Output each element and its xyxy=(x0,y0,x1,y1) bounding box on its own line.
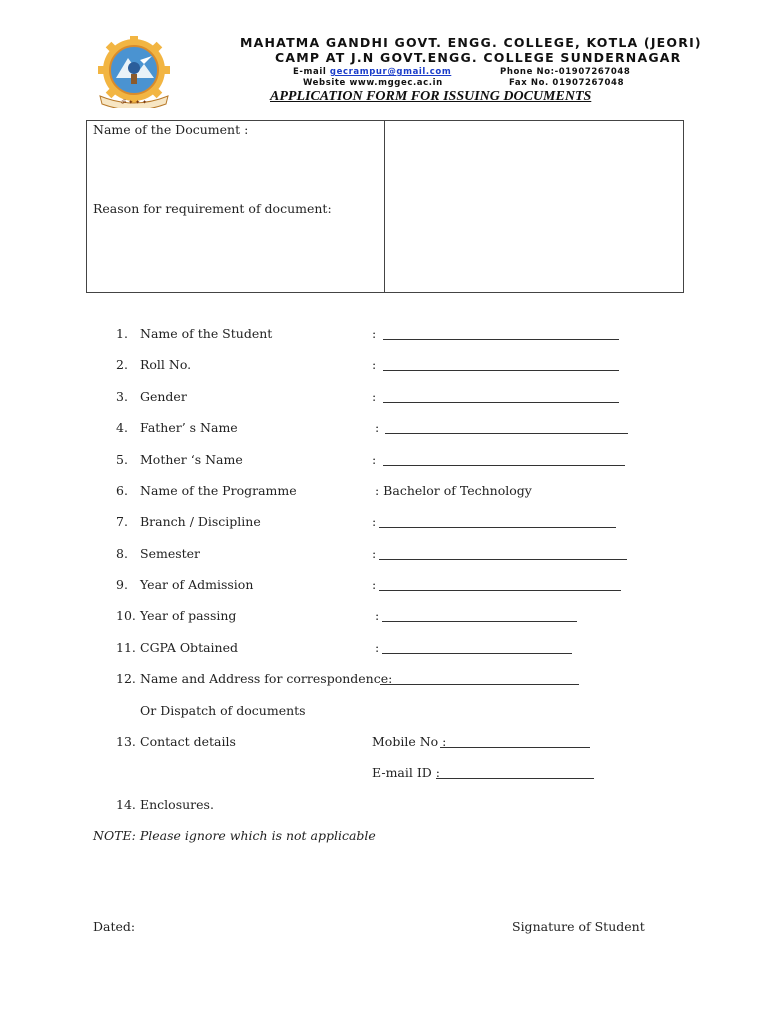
passing-year-label: Year of passing xyxy=(140,608,237,623)
student-name-label: Name of the Student xyxy=(140,326,273,341)
field-number: 11. xyxy=(116,640,136,655)
mobile-no-field[interactable] xyxy=(440,736,590,748)
student-name-colon: : xyxy=(372,326,377,341)
college-logo-icon xyxy=(96,36,172,108)
field-number: 1. xyxy=(116,326,128,341)
cgpa-field[interactable] xyxy=(382,642,572,654)
address-field[interactable] xyxy=(380,673,579,685)
field-number: 2. xyxy=(116,357,128,372)
mother-name-colon: : xyxy=(372,452,377,467)
email-id-field[interactable] xyxy=(436,767,594,779)
field-number: 3. xyxy=(116,389,128,404)
field-number: 13. xyxy=(116,734,136,749)
roll-no-colon: : xyxy=(372,357,377,372)
phone-number: Phone No:-01907267048 xyxy=(500,67,631,77)
mother-name-field[interactable] xyxy=(383,454,625,466)
admission-year-colon: : xyxy=(372,577,377,592)
semester-colon: : xyxy=(372,546,377,561)
field-number: 6. xyxy=(116,483,128,498)
website[interactable]: Website www.mggec.ac.in xyxy=(303,78,443,88)
father-name-label: Father’ s Name xyxy=(140,420,238,435)
document-box-divider xyxy=(384,120,385,293)
enclosures-label: Enclosures. xyxy=(140,797,214,812)
field-number: 8. xyxy=(116,546,128,561)
email-line xyxy=(293,67,451,77)
field-number: 4. xyxy=(116,420,128,435)
father-name-field[interactable] xyxy=(385,422,628,434)
cgpa-label: CGPA Obtained xyxy=(140,640,238,655)
fax-number: Fax No. 01907267048 xyxy=(509,78,625,88)
programme-label: Name of the Programme xyxy=(140,483,297,498)
branch-field[interactable] xyxy=(379,516,616,528)
admission-year-field[interactable] xyxy=(379,579,621,591)
contact-details-label: Contact details xyxy=(140,734,236,749)
form-title: APPLICATION FORM FOR ISSUING DOCUMENTS xyxy=(270,89,592,104)
semester-field[interactable] xyxy=(379,548,627,560)
field-number: 9. xyxy=(116,577,128,592)
gender-label: Gender xyxy=(140,389,187,404)
email-id-label: E-mail ID : xyxy=(372,765,440,780)
programme-value: : Bachelor of Technology xyxy=(375,483,532,498)
email-link[interactable]: gecrampur@gmail.com xyxy=(329,67,452,77)
field-number: 12. xyxy=(116,671,136,686)
field-number: 14. xyxy=(116,797,136,812)
semester-label: Semester xyxy=(140,546,201,561)
father-name-colon: : xyxy=(375,420,380,435)
student-name-field[interactable] xyxy=(383,328,619,340)
dispatch-label: Or Dispatch of documents xyxy=(140,703,306,718)
field-number: 10. xyxy=(116,608,136,623)
field-number: 5. xyxy=(116,452,128,467)
cgpa-colon: : xyxy=(375,640,380,655)
document-name-label: Name of the Document : xyxy=(93,122,249,137)
passing-year-field[interactable] xyxy=(382,610,577,622)
roll-no-field[interactable] xyxy=(383,359,619,371)
passing-year-colon: : xyxy=(375,608,380,623)
email-label: E-mail xyxy=(293,67,327,77)
gender-field[interactable] xyxy=(383,391,619,403)
mobile-no-label: Mobile No : xyxy=(372,734,447,749)
gender-colon: : xyxy=(372,389,377,404)
camp-line: CAMP AT J.N GOVT.ENGG. COLLEGE SUNDERNAGAR xyxy=(275,50,682,65)
reason-label: Reason for requirement of document: xyxy=(93,201,332,216)
dated-label: Dated: xyxy=(93,919,136,934)
branch-label: Branch / Discipline xyxy=(140,514,261,529)
address-label: Name and Address for correspondence: xyxy=(140,671,393,686)
college-name: MAHATMA GANDHI GOVT. ENGG. COLLEGE, KOTLA (JEORI) xyxy=(240,35,702,50)
mother-name-label: Mother ‘s Name xyxy=(140,452,243,467)
branch-colon: : xyxy=(372,514,377,529)
roll-no-label: Roll No. xyxy=(140,357,192,372)
field-number: 7. xyxy=(116,514,128,529)
svg-text:ॐ ✦ ✦ ✦: ॐ ✦ ✦ ✦ xyxy=(120,99,148,106)
signature-label: Signature of Student xyxy=(512,919,645,934)
admission-year-label: Year of Admission xyxy=(140,577,254,592)
document-entry-area[interactable] xyxy=(390,124,678,288)
note: NOTE: Please ignore which is not applicable xyxy=(93,828,376,843)
